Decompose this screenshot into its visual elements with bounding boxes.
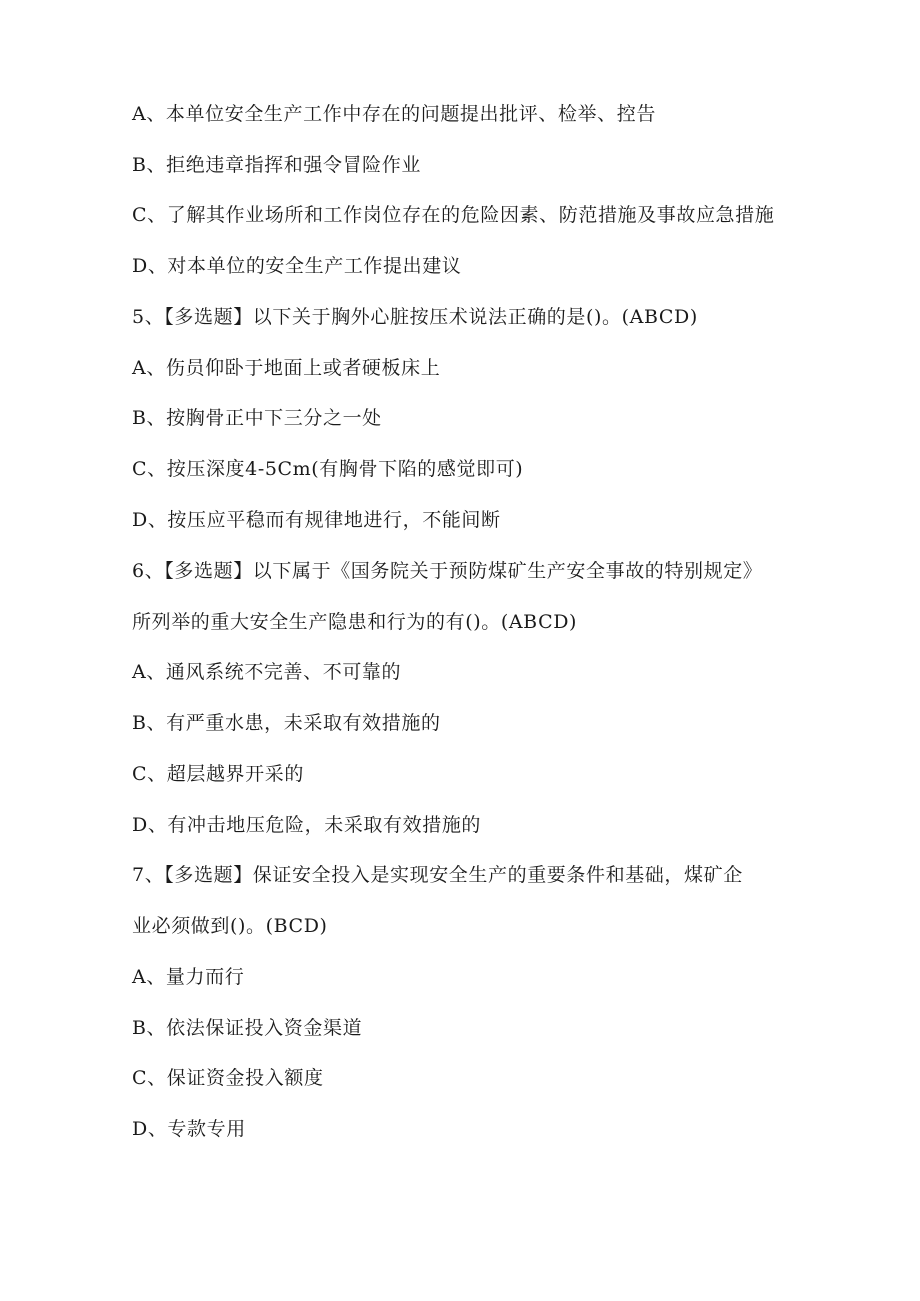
q6-option-a: A、通风系统不完善、不可靠的: [132, 661, 402, 683]
q5-question: 5、【多选题】以下关于胸外心脏按压术说法正确的是()。(ABCD): [132, 306, 698, 328]
q6-question-line2: 所列举的重大安全生产隐患和行为的有()。(ABCD): [132, 611, 578, 633]
q5-option-a: A、伤员仰卧于地面上或者硬板床上: [132, 357, 441, 379]
q6-option-d: D、有冲击地压危险，未采取有效措施的: [132, 814, 482, 836]
q5-option-d: D、按压应平稳而有规律地进行，不能间断: [132, 509, 501, 531]
q6-option-c: C、超层越界开采的: [132, 763, 304, 785]
q4-option-b: B、拒绝违章指挥和强令冒险作业: [132, 154, 421, 176]
q7-option-c: C、保证资金投入额度: [132, 1067, 324, 1089]
q4-option-a: A、本单位安全生产工作中存在的问题提出批评、检举、控告: [132, 103, 656, 125]
q7-option-b: B、依法保证投入资金渠道: [132, 1017, 363, 1039]
q7-question-line2: 业必须做到()。(BCD): [132, 915, 328, 937]
q4-option-d: D、对本单位的安全生产工作提出建议: [132, 255, 462, 277]
q5-option-c: C、按压深度4-5Cm(有胸骨下陷的感觉即可): [132, 458, 524, 480]
q7-question-line1: 7、【多选题】保证安全投入是实现安全生产的重要条件和基础，煤矿企: [132, 864, 743, 886]
q6-option-b: B、有严重水患，未采取有效措施的: [132, 712, 441, 734]
q4-option-c: C、了解其作业场所和工作岗位存在的危险因素、防范措施及事故应急措施: [132, 204, 775, 226]
q5-option-b: B、按胸骨正中下三分之一处: [132, 407, 382, 429]
q6-question-line1: 6、【多选题】以下属于《国务院关于预防煤矿生产安全事故的特别规定》: [132, 560, 763, 582]
q7-option-a: A、量力而行: [132, 966, 245, 988]
q7-option-d: D、专款专用: [132, 1118, 246, 1140]
